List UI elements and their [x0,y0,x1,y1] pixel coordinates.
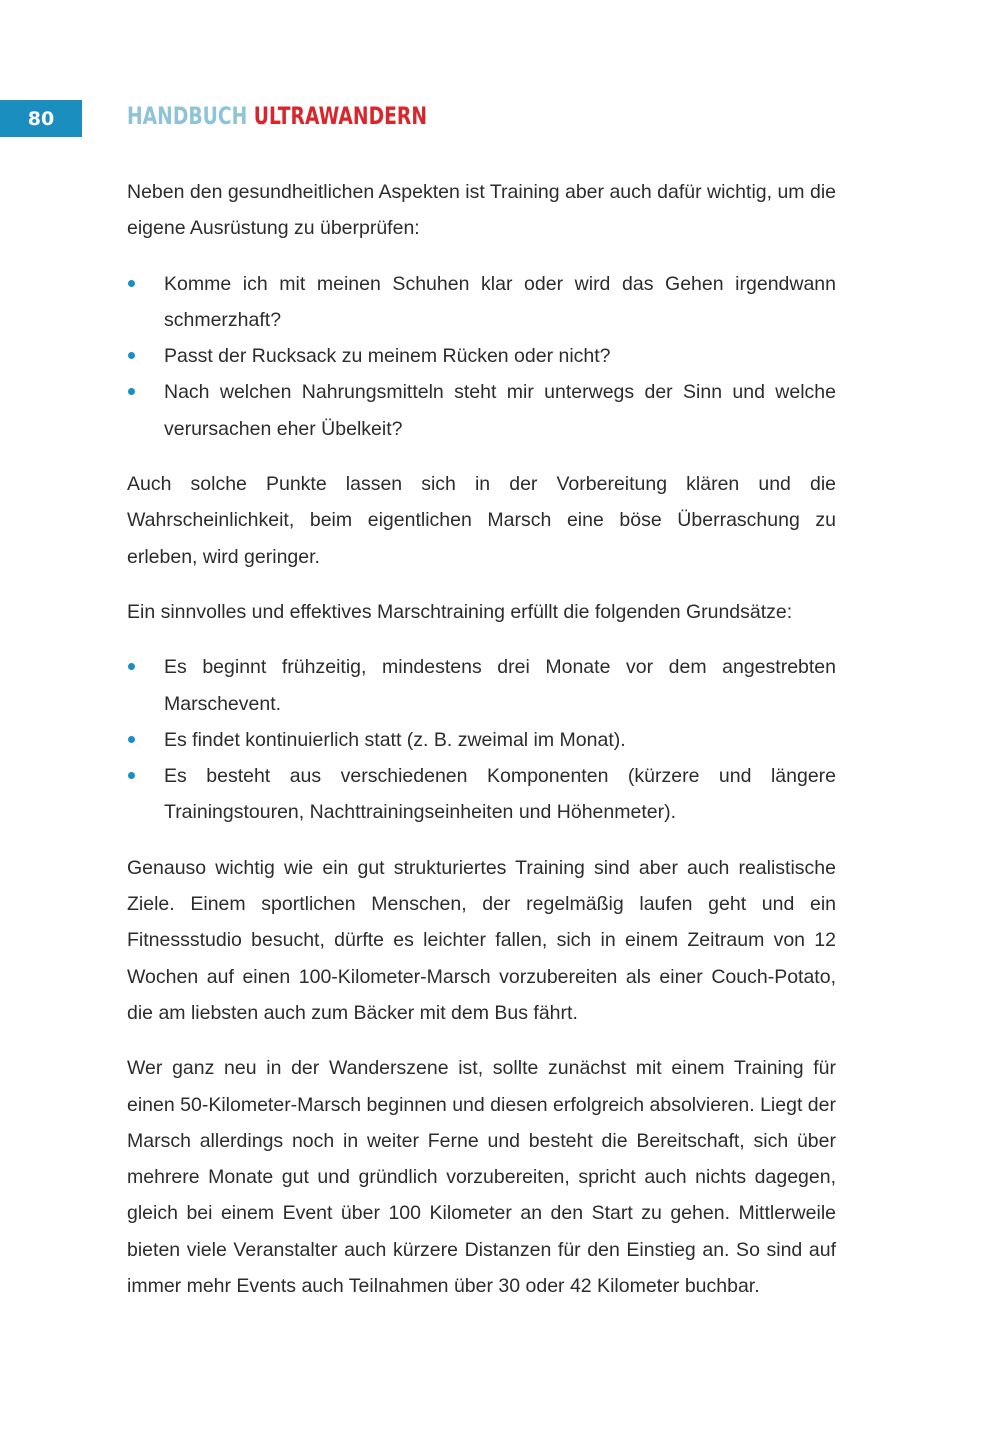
list-item: Es beginnt frühzeitig, mindestens drei Monate vor dem angestrebten Marschevent. [127,649,836,722]
bullet-list [127,266,836,447]
bullet-icon [128,772,135,779]
paragraph: Wer ganz neu in der Wanderszene ist, sollte zunächst mit einem Training für einen 50-Kilometer-Marsch beginnen und diesen erfolgreich absolvieren. Liegt der Marsch allerdings noch in weiter Ferne und besteht die Bereitschaft, sich über mehrere Monate gut und gründlich vorzubereiten, spricht auch nichts dagegen, gleich bei einem Event über 100 Kilometer an den Start zu gehen. Mittlerweile bieten viele Veranstalter auch kürzere Distanzen für den Einstieg an. So sind auf immer mehr Events auch Teilnahmen über 30 oder 42 Kilometer buchbar. [127,1057,836,1298]
bullet-list [127,649,836,830]
list-item: Komme ich mit meinen Schuhen klar oder wird das Gehen irgendwann schmerzhaft? [127,266,836,339]
bullet-icon [128,388,135,395]
body-text [127,174,836,1323]
bullet-icon [128,736,135,743]
bullet-icon [128,280,135,287]
list-item: Es besteht aus verschiedenen Komponenten (kürzere und längere Trainingstouren, Nachttrainingseinheiten und Höhenmeter). [127,758,836,831]
bullet-icon [128,663,135,670]
paragraph: Neben den gesundheitlichen Aspekten ist Training aber auch dafür wichtig, um die eigene Ausrüstung zu überprüfen: [127,181,836,240]
list-item: Nach welchen Nahrungsmitteln steht mir unterwegs der Sinn und welche verursachen eher Übelkeit? [127,374,836,447]
list-item: Es findet kontinuierlich statt (z. B. zweimal im Monat). [127,722,836,758]
book-title-part1: HANDBUCH [127,102,248,130]
paragraph: Auch solche Punkte lassen sich in der Vorbereitung klären und die Wahrscheinlichkeit, beim eigentlichen Marsch eine böse Überraschung zu erleben, wird geringer. [127,473,836,568]
list-item: Passt der Rucksack zu meinem Rücken oder nicht? [127,338,836,374]
bullet-icon [128,352,135,359]
paragraph: Genauso wichtig wie ein gut strukturiertes Training sind aber auch realistische Ziele. Einem sportlichen Menschen, der regelmäßig laufen geht und ein Fitnessstudio besucht, dürfte es leichter fallen, sich in einem Zeitraum von 12 Wochen auf einen 100-Kilometer-Marsch vorzubereiten als einer Couch-Potato, die am liebsten auch zum Bäcker mit dem Bus fährt. [127,856,836,1024]
paragraph: Ein sinnvolles und effektives Marschtraining erfüllt die folgenden Grundsätze: [127,600,793,623]
page-number: 80 [0,100,82,137]
running-head [127,102,427,130]
book-title-part2: ULTRAWANDERN [253,102,427,130]
